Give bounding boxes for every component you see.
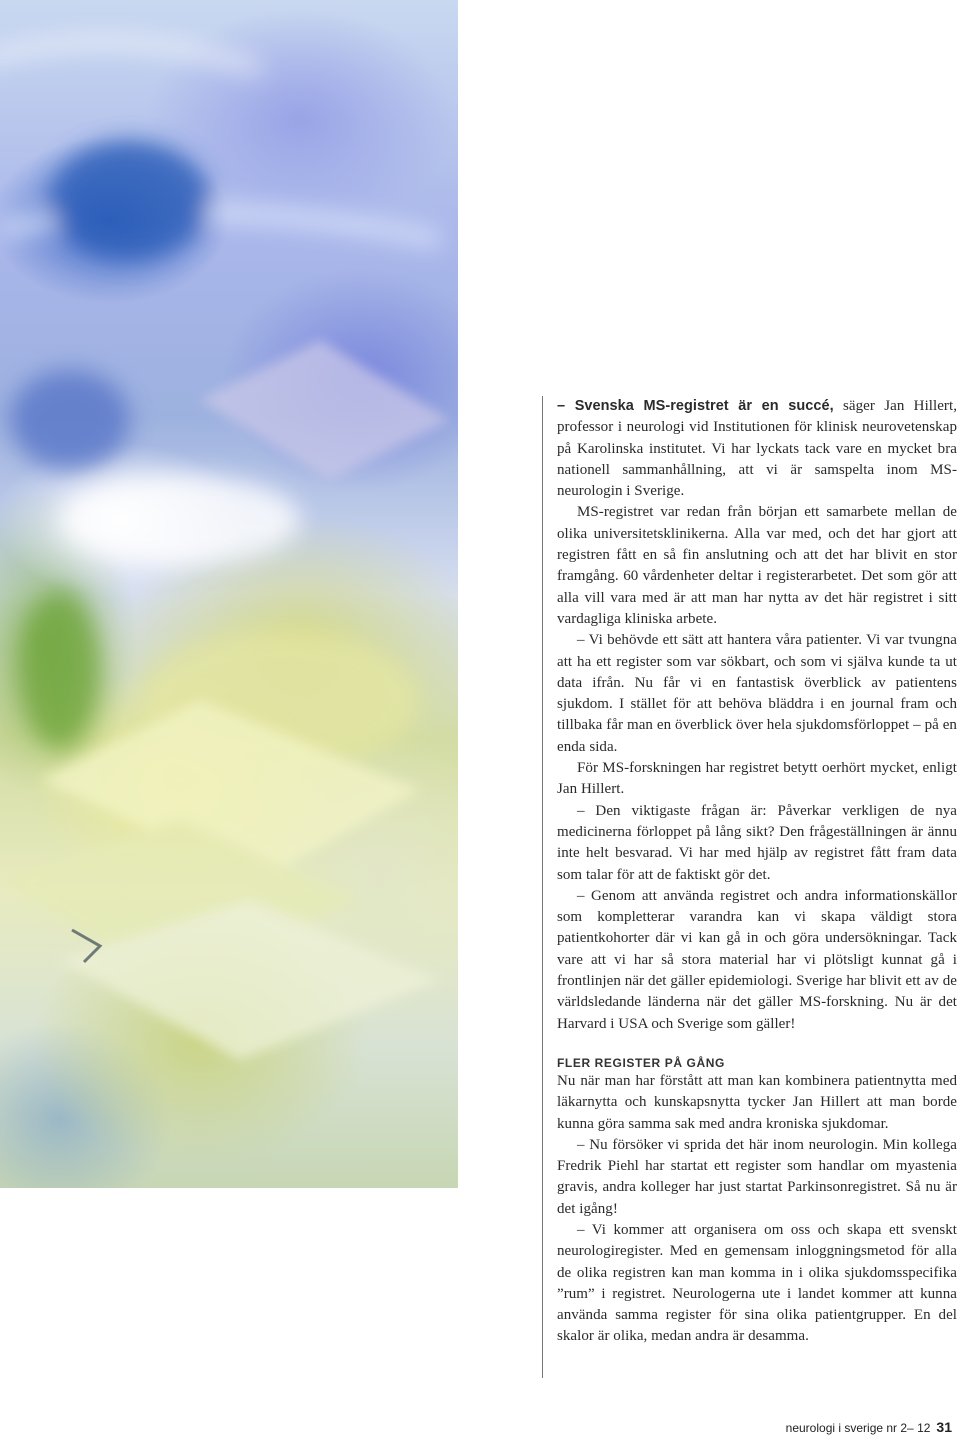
page-footer	[786, 1419, 952, 1435]
article-body	[557, 396, 957, 1348]
page-number: 31	[936, 1419, 952, 1435]
paragraph: MS-registret var redan från början ett samarbete mellan de olika universitetsklinikerna. Alla var med, och det har gjort att registren fått en så fin anslutning och att det har blivit en stor framgång. 60 vårdenheter deltar i registerarbetet. Det som gör att alla vill vara med är att man har nytta av det här registret i sitt vardagliga kliniska arbete.	[557, 504, 957, 627]
paragraph: – Genom att använda registret och andra informationskällor som kompletterar varandra kan vi skapa väldigt stora patientkohorter där vi kan gå in och göra undersökningar. Tack vare att vi har så stora material har vi plötsligt kunnat gå i frontlinjen när det gäller epidemiologi. Sverige har blivit ett av de världsledande länderna när det gäller MS-forskning. Nu är det Harvard i USA och Sverige som gäller!	[557, 887, 957, 1032]
publication-name: neurologi i sverige nr 2– 12	[785, 1421, 931, 1435]
subheading: FLER REGISTER PÅ GÅNG	[557, 1055, 725, 1070]
paragraph: För MS-forskningen har registret betytt oerhört mycket, enligt Jan Hillert.	[557, 760, 957, 798]
paragraph: – Vi behövde ett sätt att hantera våra patienter. Vi var tvungna att ha ett register som var sökbart, och som vi själva kunde ta ut data ifrån. Nu får vi en fantastisk överblick av patientens sjukdom. I stället för att behöva bläddra i en journal fram och tillbaka får man en överblick över hela sjukdomsförloppet – på en enda sida.	[557, 632, 957, 755]
keyboard-photo	[0, 0, 458, 1188]
lead-quote: – Svenska MS-registret är en succé,	[557, 398, 834, 414]
paragraph: – Nu försöker vi sprida det här inom neurologin. Min kollega Fredrik Piehl har startat ett register som handlar om myastenia gravis, andra kolleger har just startat Parkinsonregistret. Så nu är det igång!	[557, 1136, 957, 1217]
intro-text: säger Jan Hillert, professor i neurologi vid Institutionen för klinisk neurovetenskap på Karolinska institutet. Vi har lyckats tack vare en mycket bra nationell sammanhållning, att vi är samspelta inom MS-neurologin i Sverige.	[557, 398, 957, 500]
paragraph: – Den viktigaste frågan är: Påverkar verkligen de nya medicinerna förloppet på lång sikt? Den frågeställningen är ännu inte helt besvarad. Vi har med hjälp av registret fått fram data som talar för att de faktiskt gör det.	[557, 802, 957, 883]
photo-artwork	[0, 0, 458, 1188]
paragraph: – Vi kommer att organisera om oss och skapa ett svenskt neurologiregister. Med en gemensam inloggningsmetod för alla de olika registren kan man komma in i olika sjukdomsspecifika ”rum” i registret. Neurologerna ute i landet kommer att kunna använda samma register för sina olika patientgrupper. En del skalor är olika, medan andra är desamma.	[557, 1221, 957, 1345]
paragraph-intro	[557, 396, 957, 502]
paragraph: Nu när man har förstått att man kan kombinera patientnytta med läkarnytta och kunskapsnytta tycker Jan Hillert att man borde kunna göra samma sak med andra kroniska sjukdomar.	[557, 1072, 957, 1132]
